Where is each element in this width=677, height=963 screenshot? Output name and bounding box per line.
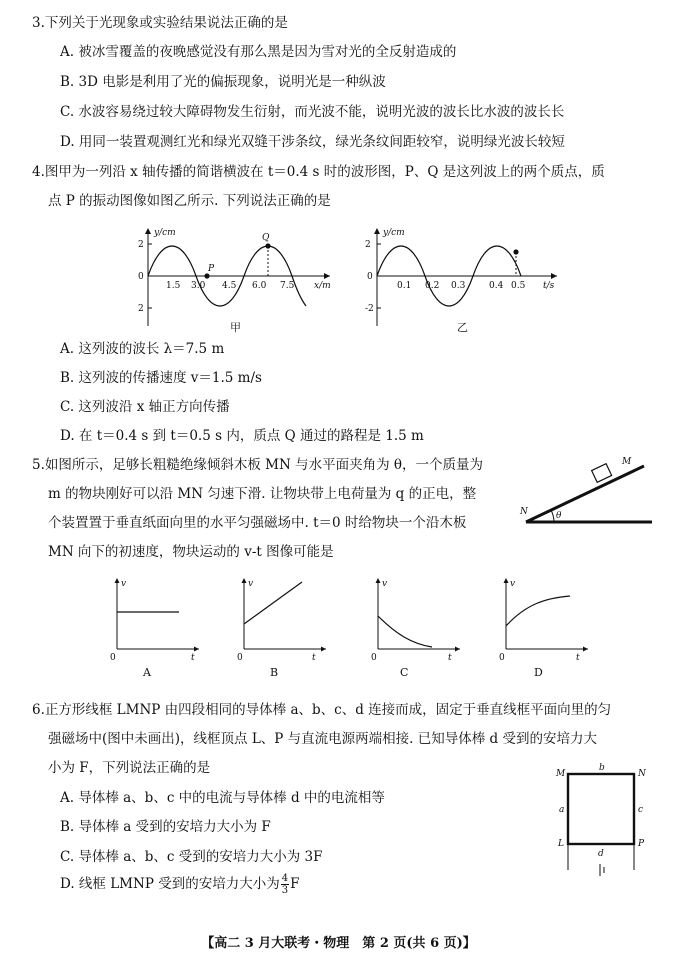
q5-stem-line3: 个装置置于垂直纸面向里的水平匀强磁场中. t＝0 时给物块一个沿木板 [48, 515, 467, 531]
svg-text:0: 0 [499, 653, 505, 663]
svg-text:t: t [191, 653, 195, 663]
q5-stem-line1: 5.如图所示，足够长粗糙绝缘倾斜木板 MN 与水平面夹角为 θ，一个质量为 [32, 457, 484, 473]
point-p [204, 273, 209, 278]
svg-text:0.2: 0.2 [425, 281, 440, 291]
q4-wave-graph [138, 226, 338, 334]
xlabel-jia: x/m [314, 281, 331, 291]
svg-text:0: 0 [237, 653, 243, 663]
svg-text:0.4: 0.4 [489, 281, 504, 291]
caption-jia: 甲 [230, 321, 241, 334]
svg-text:N: N [520, 507, 528, 517]
graph-label-b: B [270, 666, 279, 679]
svg-text:d: d [598, 849, 604, 859]
q4-vibration-graph [365, 226, 565, 334]
svg-text:v: v [510, 579, 516, 589]
q4-option-c: C. 这列波沿 x 轴正方向传播 [60, 399, 230, 415]
svg-text:3.0: 3.0 [191, 281, 206, 291]
svg-text:c: c [638, 805, 644, 815]
svg-text:0: 0 [371, 653, 377, 663]
svg-text:a: a [559, 805, 565, 815]
svg-text:P: P [208, 264, 215, 274]
q4-option-a: A. 这列波的波长 λ＝7.5 m [60, 341, 225, 357]
q6-option-c: C. 导体棒 a、b、c 受到的安培力大小为 3F [60, 849, 323, 865]
svg-text:L: L [558, 839, 564, 849]
vt-graph-d [496, 574, 592, 680]
vt-graph-a [107, 574, 203, 680]
q6-stem-line3: 小为 F，下列说法正确的是 [48, 760, 211, 776]
svg-text:t: t [576, 653, 580, 663]
svg-text:b: b [599, 763, 605, 773]
point-q [265, 243, 270, 248]
square-frame-diagram [530, 760, 655, 882]
ylabel-jia: y/cm [154, 228, 176, 238]
svg-text:P: P [638, 839, 645, 849]
q3-stem: 3.下列关于光现象或实验结果说法正确的是 [32, 15, 288, 31]
incline-diagram [520, 452, 655, 530]
svg-text:t: t [312, 653, 316, 663]
q4-stem-line2: 点 P 的振动图像如图乙所示. 下列说法正确的是 [48, 193, 331, 209]
svg-text:7.5: 7.5 [280, 281, 295, 291]
q4-stem-line1: 4.图甲为一列沿 x 轴传播的简谐横波在 t＝0.4 s 时的波形图，P、Q 是这列波上的两个质点，质 [32, 164, 605, 180]
svg-text:2: 2 [365, 240, 371, 250]
svg-text:0: 0 [367, 272, 373, 282]
q3-option-d: D. 用同一装置观测红光和绿光双缝干涉条纹，绿光条纹间距较窄，说明绿光波长较短 [60, 134, 565, 150]
svg-text:M: M [622, 457, 632, 467]
svg-text:v: v [382, 579, 388, 589]
svg-text:Q: Q [262, 233, 270, 243]
svg-text:4.5: 4.5 [222, 281, 237, 291]
svg-text:v: v [121, 579, 127, 589]
q4-option-b: B. 这列波的传播速度 v＝1.5 m/s [60, 370, 262, 386]
graph-label-d: D [534, 666, 543, 679]
svg-text:1.5: 1.5 [166, 281, 181, 291]
q3-option-c: C. 水波容易绕过较大障碍物发生衍射，而光波不能，说明光波的波长比水波的波长长 [60, 104, 565, 120]
q3-option-b: B. 3D 电影是利用了光的偏振现象，说明光是一种纵波 [60, 74, 386, 90]
svg-text:0.3: 0.3 [451, 281, 466, 291]
q6-stem-line1: 6.正方形线框 LMNP 由四段相同的导体棒 a、b、c、d 连接而成，固定于垂直线框平面向里的匀 [32, 702, 612, 718]
q6-option-b: B. 导体棒 a 受到的安培力大小为 F [60, 819, 271, 835]
q6-option-a: A. 导体棒 a、b、c 中的电流与导体棒 d 中的电流相等 [60, 790, 385, 806]
svg-text:N: N [638, 769, 646, 779]
caption-yi: 乙 [457, 321, 468, 334]
graph-label-a: A [143, 666, 151, 679]
svg-text:2: 2 [138, 240, 144, 250]
q5-stem-line2: m 的物块刚好可以沿 MN 匀速下滑. 让物块带上电荷量为 q 的正电，整 [48, 486, 477, 502]
q6-option-d: D. 线框 LMNP 受到的安培力大小为 $\frac{4}{3}$ F [60, 873, 300, 896]
q5-stem-line4: MN 向下的初速度，物块运动的 v-t 图像可能是 [48, 544, 334, 560]
vt-graph-c [368, 574, 464, 680]
svg-text:M: M [556, 769, 566, 779]
q6-stem-line2: 强磁场中(图中未画出)，线框顶点 L、P 与直流电源两端相接. 已知导体棒 d 受到的安培力大 [48, 731, 597, 747]
svg-text:0.5: 0.5 [511, 281, 526, 291]
svg-text:0: 0 [110, 653, 116, 663]
svg-text:θ: θ [556, 511, 562, 521]
graph-label-c: C [400, 666, 409, 679]
vt-graph-b [234, 574, 330, 680]
fraction-four-thirds: $\frac{4}{3}$ [281, 873, 289, 896]
svg-text:t: t [448, 653, 452, 663]
svg-text:t/s: t/s [543, 281, 555, 291]
svg-text:0.1: 0.1 [397, 281, 412, 291]
svg-text:0: 0 [138, 272, 144, 282]
svg-text:-2: -2 [365, 304, 374, 314]
svg-text:6.0: 6.0 [252, 281, 267, 291]
q3-option-a: A. 被冰雪覆盖的夜晚感觉没有那么黑是因为雪对光的全反射造成的 [60, 44, 457, 60]
svg-text:v: v [248, 579, 254, 589]
svg-text:y/cm: y/cm [383, 228, 405, 238]
page-footer: 【高二 3 月大联考・物理 第 2 页(共 6 页)】 [201, 936, 476, 951]
svg-text:2: 2 [138, 304, 144, 314]
block [592, 464, 612, 483]
q4-option-d: D. 在 t＝0.4 s 到 t＝0.5 s 内，质点 Q 通过的路程是 1.5 m [60, 428, 424, 444]
